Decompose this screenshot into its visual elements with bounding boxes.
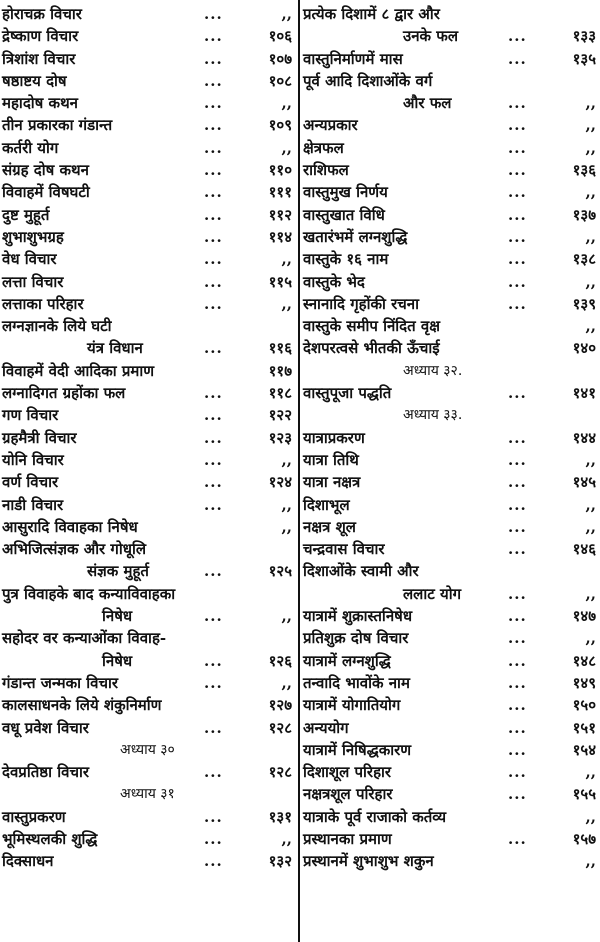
- leader-dots: ...: [508, 607, 527, 626]
- index-entry: [2, 248, 294, 270]
- index-entry: [2, 627, 294, 649]
- index-entry: [2, 605, 294, 627]
- index-entry: [2, 92, 294, 114]
- chapter-heading-text: अध्याय ३१: [120, 786, 175, 803]
- entry-title: नक्षत्र शूल: [303, 517, 356, 536]
- index-entry: [2, 48, 294, 70]
- index-entry: [303, 828, 598, 850]
- leader-dots: ...: [508, 183, 527, 202]
- leader-dots: ...: [508, 763, 527, 782]
- index-entry: [2, 271, 294, 293]
- index-entry: [2, 538, 294, 560]
- entry-page-number: ,,: [281, 495, 292, 514]
- entry-title: दुष्ट मुहूर्त: [2, 205, 50, 224]
- entry-title: लत्ताका परिहार: [2, 294, 84, 313]
- leader-dots: ...: [204, 294, 223, 313]
- index-entry: [2, 650, 294, 672]
- entry-title: यात्रामें शुक्रास्तनिषेध: [303, 607, 413, 626]
- entry-title: यात्रा तिथि: [303, 450, 359, 469]
- entry-title: भूमिस्थलकी शुद्धि: [2, 829, 98, 848]
- leader-dots: ...: [508, 272, 527, 291]
- index-entry: [303, 694, 598, 716]
- leader-dots: ...: [204, 763, 223, 782]
- entry-page-number: ,,: [281, 94, 292, 113]
- column-divider: [298, 0, 300, 942]
- entry-page-number: १२५: [268, 562, 292, 581]
- entry-page-number: १४५: [572, 473, 596, 492]
- entry-title: कर्तरी योग: [2, 138, 59, 157]
- leader-dots: ...: [508, 27, 527, 46]
- index-entry: [2, 315, 294, 337]
- entry-title: वास्तुखात विधि: [303, 205, 385, 224]
- index-entry: [303, 3, 598, 25]
- leader-dots: ...: [508, 696, 527, 715]
- entry-title: यंत्र विधान: [87, 339, 143, 358]
- right-index-column: [303, 3, 598, 939]
- entry-page-number: १४७: [572, 607, 596, 626]
- entry-page-number: ,,: [585, 852, 596, 871]
- leader-dots: ...: [204, 183, 223, 202]
- entry-page-number: ११८: [268, 384, 292, 403]
- leader-dots: ...: [508, 651, 527, 670]
- index-entry: [303, 48, 598, 70]
- index-entry: [2, 382, 294, 404]
- leader-dots: ...: [508, 161, 527, 180]
- leader-dots: ...: [204, 71, 223, 90]
- index-entry: [2, 516, 294, 538]
- leader-dots: ...: [508, 384, 527, 403]
- leader-dots: ...: [508, 473, 527, 492]
- leader-dots: ...: [204, 384, 223, 403]
- entry-title: वास्तुनिर्माणमें मास: [303, 49, 403, 68]
- entry-page-number: ११४: [268, 227, 292, 246]
- index-entry: [303, 538, 598, 560]
- entry-page-number: ,,: [585, 116, 596, 135]
- entry-page-number: ,,: [281, 517, 292, 536]
- entry-page-number: १२६: [268, 651, 292, 670]
- leader-dots: ...: [508, 116, 527, 135]
- entry-title: तन्वादि भावोंके नाम: [303, 673, 410, 692]
- entry-title: आसुरादि विवाहका निषेध: [2, 517, 138, 536]
- entry-title: विवाहमें विषघटी: [2, 183, 90, 202]
- leader-dots: ...: [204, 5, 223, 23]
- entry-title: देशपरत्वसे भीतकी ऊँचाई: [303, 339, 440, 358]
- index-entry: [303, 293, 598, 315]
- index-entry: [303, 92, 598, 114]
- entry-title: प्रतिशुक्र दोष विचार: [303, 629, 409, 648]
- entry-title: संग्रह दोष कथन: [2, 161, 89, 180]
- entry-page-number: ,,: [585, 807, 596, 826]
- entry-title: वर्ण विचार: [2, 473, 59, 492]
- index-entry: [303, 850, 598, 872]
- leader-dots: ...: [204, 562, 223, 581]
- index-entry: [2, 204, 294, 226]
- entry-title: प्रस्थानमें शुभाशुभ शकुन: [303, 852, 434, 871]
- leader-dots: ...: [508, 428, 527, 447]
- leader-dots: ...: [204, 227, 223, 246]
- entry-page-number: १४४: [572, 428, 596, 447]
- entry-page-number: ,,: [585, 94, 596, 113]
- leader-dots: ...: [508, 49, 527, 68]
- entry-page-number: १०७: [268, 49, 292, 68]
- leader-dots: ...: [204, 339, 223, 358]
- index-entry: [303, 226, 598, 248]
- leader-dots: ...: [204, 161, 223, 180]
- leader-dots: ...: [508, 450, 527, 469]
- index-entry: [303, 605, 598, 627]
- entry-page-number: १४१: [572, 384, 596, 403]
- entry-title: सहोदर वर कन्याओंका विवाह-: [2, 629, 167, 648]
- index-entry: [2, 806, 294, 828]
- entry-title: ललाट योग: [403, 584, 462, 603]
- leader-dots: ...: [508, 205, 527, 224]
- leader-dots: ...: [204, 272, 223, 291]
- entry-page-number: १२७: [268, 696, 292, 715]
- index-entry: [303, 204, 598, 226]
- entry-title: दिशाशूल परिहार: [303, 763, 392, 782]
- leader-dots: ...: [508, 629, 527, 648]
- entry-title: अन्यप्रकार: [303, 116, 358, 135]
- entry-page-number: १३७: [572, 205, 596, 224]
- chapter-heading: [303, 404, 598, 426]
- leader-dots: ...: [508, 138, 527, 157]
- index-entry: [2, 360, 294, 382]
- index-entry: [2, 449, 294, 471]
- index-entry: [303, 449, 598, 471]
- leader-dots: ...: [508, 227, 527, 246]
- index-entry: [2, 181, 294, 203]
- leader-dots: ...: [204, 718, 223, 737]
- leader-dots: ...: [508, 540, 527, 559]
- leader-dots: ...: [204, 428, 223, 447]
- index-entry: [303, 25, 598, 47]
- entry-title: स्नानादि गृहोंकी रचना: [303, 294, 420, 313]
- index-entry: [303, 337, 598, 359]
- leader-dots: ...: [204, 27, 223, 46]
- entry-title: होराचक्र विचार: [2, 5, 82, 23]
- leader-dots: ...: [204, 607, 223, 626]
- entry-title: दिक्साधन: [2, 852, 54, 871]
- leader-dots: ...: [204, 94, 223, 113]
- entry-page-number: १२८: [268, 718, 292, 737]
- index-entry: [303, 650, 598, 672]
- entry-page-number: ११०: [268, 161, 292, 180]
- entry-title: कालसाधनके लिये शंकुनिर्माण: [2, 696, 162, 715]
- index-entry: [2, 560, 294, 582]
- chapter-heading: [303, 360, 598, 382]
- entry-page-number: १४०: [572, 339, 596, 358]
- entry-page-number: ,,: [585, 138, 596, 157]
- index-entry: [2, 427, 294, 449]
- entry-title: वास्तुमुख निर्णय: [303, 183, 388, 202]
- entry-page-number: १०९: [268, 116, 292, 135]
- entry-title: यात्रामें लग्नशुद्धि: [303, 651, 391, 670]
- entry-title: वास्तुके भेद: [303, 272, 365, 291]
- index-entry: [2, 761, 294, 783]
- index-entry: [2, 159, 294, 181]
- index-entry: [2, 137, 294, 159]
- entry-title: यात्रामें निषिद्धकारण: [303, 740, 412, 759]
- entry-page-number: १११: [268, 183, 292, 202]
- entry-page-number: १३५: [572, 49, 596, 68]
- index-entry: [2, 583, 294, 605]
- index-entry: [303, 516, 598, 538]
- index-entry: [303, 739, 598, 761]
- index-entry: [303, 114, 598, 136]
- index-entry: [2, 3, 294, 25]
- entry-page-number: ,,: [585, 183, 596, 202]
- entry-page-number: ,,: [281, 5, 292, 23]
- entry-title: नाडी विचार: [2, 495, 64, 514]
- leader-dots: ...: [204, 473, 223, 492]
- entry-page-number: १५७: [572, 829, 596, 848]
- entry-title: राशिफल: [303, 161, 349, 180]
- entry-title: दिशाओंके स्वामी और: [303, 562, 419, 581]
- entry-page-number: ,,: [585, 317, 596, 336]
- index-entry: [303, 382, 598, 404]
- entry-page-number: ,,: [585, 227, 596, 246]
- entry-title: तीन प्रकारका गंडान्त: [2, 116, 113, 135]
- entry-page-number: १०६: [268, 27, 292, 46]
- entry-page-number: १३१: [268, 807, 292, 826]
- chapter-heading-text: अध्याय ३३.: [403, 407, 463, 424]
- index-entry: [303, 583, 598, 605]
- entry-title: पूर्व आदि दिशाओंके वर्ग: [303, 71, 433, 90]
- entry-title: वास्तुपूजा पद्धति: [303, 384, 392, 403]
- entry-page-number: ,,: [585, 495, 596, 514]
- leader-dots: ...: [204, 852, 223, 871]
- entry-page-number: १५१: [572, 718, 596, 737]
- leader-dots: ...: [204, 250, 223, 269]
- entry-title: लत्ता विचार: [2, 272, 64, 291]
- index-entry: [303, 70, 598, 92]
- entry-title: यात्राप्रकरण: [303, 428, 365, 447]
- entry-page-number: १५०: [572, 696, 596, 715]
- entry-title: अन्ययोग: [303, 718, 349, 737]
- index-entry: [303, 181, 598, 203]
- leader-dots: ...: [204, 49, 223, 68]
- entry-title: पुत्र विवाहके बाद कन्याविवाहका: [2, 584, 176, 603]
- entry-title: प्रत्येक दिशामें ८ द्वार और: [303, 5, 440, 23]
- index-entry: [303, 717, 598, 739]
- index-entry: [2, 694, 294, 716]
- entry-page-number: ११२: [268, 205, 292, 224]
- entry-page-number: ,,: [281, 294, 292, 313]
- entry-page-number: ,,: [281, 450, 292, 469]
- index-entry: [303, 627, 598, 649]
- entry-page-number: १४९: [572, 673, 596, 692]
- index-entry: [303, 560, 598, 582]
- leader-dots: ...: [204, 116, 223, 135]
- leader-dots: ...: [508, 785, 527, 804]
- leader-dots: ...: [204, 651, 223, 670]
- entry-page-number: १४८: [572, 651, 596, 670]
- entry-title: निषेध: [102, 651, 133, 670]
- entry-page-number: १३८: [572, 250, 596, 269]
- entry-page-number: १२८: [268, 763, 292, 782]
- entry-page-number: १५४: [572, 740, 596, 759]
- entry-title: लग्नादिगत ग्रहोंका फल: [2, 384, 126, 403]
- entry-page-number: १३६: [572, 161, 596, 180]
- entry-title: महादोष कथन: [2, 94, 78, 113]
- index-entry: [2, 25, 294, 47]
- index-entry: [303, 315, 598, 337]
- entry-title: और फल: [403, 94, 452, 113]
- entry-title: योनि विचार: [2, 450, 64, 469]
- index-entry: [303, 761, 598, 783]
- entry-page-number: १०८: [268, 71, 292, 90]
- entry-title: गंडान्त जन्मका विचार: [2, 673, 119, 692]
- entry-title: देवप्रतिष्ठा विचार: [2, 763, 89, 782]
- entry-page-number: ,,: [585, 629, 596, 648]
- entry-page-number: ,,: [585, 584, 596, 603]
- leader-dots: ...: [508, 294, 527, 313]
- index-entry: [2, 471, 294, 493]
- entry-page-number: ,,: [585, 272, 596, 291]
- index-entry: [2, 828, 294, 850]
- entry-title: नक्षत्रशूल परिहार: [303, 785, 393, 804]
- entry-title: निषेध: [102, 607, 133, 626]
- index-entry: [303, 271, 598, 293]
- entry-page-number: १३३: [572, 27, 596, 46]
- index-entry: [2, 293, 294, 315]
- index-entry: [2, 717, 294, 739]
- entry-page-number: १२३: [268, 428, 292, 447]
- entry-title: त्रिशांश विचार: [2, 49, 76, 68]
- entry-page-number: १२२: [268, 406, 292, 425]
- leader-dots: ...: [204, 829, 223, 848]
- leader-dots: ...: [508, 829, 527, 848]
- entry-title: लग्नज्ञानके लिये घटी: [2, 317, 112, 336]
- entry-page-number: १३२: [268, 852, 292, 871]
- entry-page-number: ,,: [585, 517, 596, 536]
- leader-dots: ...: [204, 673, 223, 692]
- leader-dots: ...: [204, 807, 223, 826]
- leader-dots: ...: [204, 450, 223, 469]
- index-entry: [2, 114, 294, 136]
- entry-title: वास्तुप्रकरण: [2, 807, 66, 826]
- entry-page-number: १५५: [572, 785, 596, 804]
- entry-page-number: ,,: [281, 673, 292, 692]
- entry-title: उनके फल: [403, 27, 459, 46]
- entry-title: वास्तुके समीप निंदित वृक्ष: [303, 317, 441, 336]
- entry-page-number: ११६: [268, 339, 292, 358]
- entry-page-number: १४६: [572, 540, 596, 559]
- entry-title: शुभाशुभग्रह: [2, 227, 64, 246]
- entry-title: यात्रा नक्षत्र: [303, 473, 361, 492]
- index-entry: [2, 494, 294, 516]
- entry-title: यात्राके पूर्व राजाको कर्तव्य: [303, 807, 447, 826]
- index-entry: [2, 70, 294, 92]
- leader-dots: ...: [508, 495, 527, 514]
- index-entry: [303, 137, 598, 159]
- entry-title: दिशाभूल: [303, 495, 350, 514]
- entry-title: गण विचार: [2, 406, 59, 425]
- index-entry: [303, 471, 598, 493]
- entry-title: अभिजित्संज्ञक और गोधूलि: [2, 540, 147, 559]
- index-entry: [2, 672, 294, 694]
- leader-dots: ...: [204, 406, 223, 425]
- entry-page-number: १३९: [572, 294, 596, 313]
- index-entry: [303, 248, 598, 270]
- index-entry: [303, 672, 598, 694]
- chapter-heading: [2, 739, 294, 761]
- entry-title: चन्द्रवास विचार: [303, 540, 385, 559]
- index-entry: [2, 404, 294, 426]
- leader-dots: ...: [508, 740, 527, 759]
- leader-dots: ...: [204, 205, 223, 224]
- entry-title: वास्तुके १६ नाम: [303, 250, 389, 269]
- entry-title: षष्ठाष्टय दोष: [2, 71, 67, 90]
- leader-dots: ...: [204, 495, 223, 514]
- leader-dots: ...: [508, 250, 527, 269]
- entry-title: विवाहमें वेदी आदिका प्रमाण: [2, 361, 155, 380]
- entry-page-number: ,,: [585, 763, 596, 782]
- leader-dots: ...: [508, 517, 527, 536]
- leader-dots: ...: [508, 718, 527, 737]
- index-entry: [303, 806, 598, 828]
- index-entry: [303, 783, 598, 805]
- entry-title: ग्रहमैत्री विचार: [2, 428, 77, 447]
- leader-dots: ...: [508, 673, 527, 692]
- entry-title: प्रस्थानका प्रमाण: [303, 829, 392, 848]
- entry-page-number: ११५: [268, 272, 292, 291]
- index-entry: [2, 226, 294, 248]
- leader-dots: ...: [204, 138, 223, 157]
- entry-page-number: ,,: [585, 450, 596, 469]
- entry-page-number: ,,: [281, 829, 292, 848]
- chapter-heading-text: अध्याय ३०: [120, 741, 175, 758]
- index-entry: [2, 850, 294, 872]
- entry-page-number: ,,: [281, 250, 292, 269]
- entry-title: द्रेष्काण विचार: [2, 27, 79, 46]
- index-entry: [2, 337, 294, 359]
- leader-dots: ...: [508, 584, 527, 603]
- entry-title: क्षेत्रफल: [303, 138, 344, 157]
- entry-title: यात्रामें योगातियोग: [303, 696, 401, 715]
- leader-dots: ...: [508, 94, 527, 113]
- entry-page-number: ,,: [281, 607, 292, 626]
- chapter-heading-text: अध्याय ३२.: [403, 362, 463, 379]
- entry-title: वधू प्रवेश विचार: [2, 718, 89, 737]
- entry-title: संज्ञक मुहूर्त: [87, 562, 149, 581]
- entry-page-number: ,,: [281, 138, 292, 157]
- index-entry: [303, 159, 598, 181]
- entry-page-number: ११७: [268, 361, 292, 380]
- entry-page-number: १२४: [268, 473, 292, 492]
- entry-title: वेध विचार: [2, 250, 57, 269]
- left-index-column: [2, 3, 294, 939]
- entry-title: खतारंभमें लग्नशुद्धि: [303, 227, 408, 246]
- index-entry: [303, 494, 598, 516]
- chapter-heading: [2, 783, 294, 805]
- index-entry: [303, 427, 598, 449]
